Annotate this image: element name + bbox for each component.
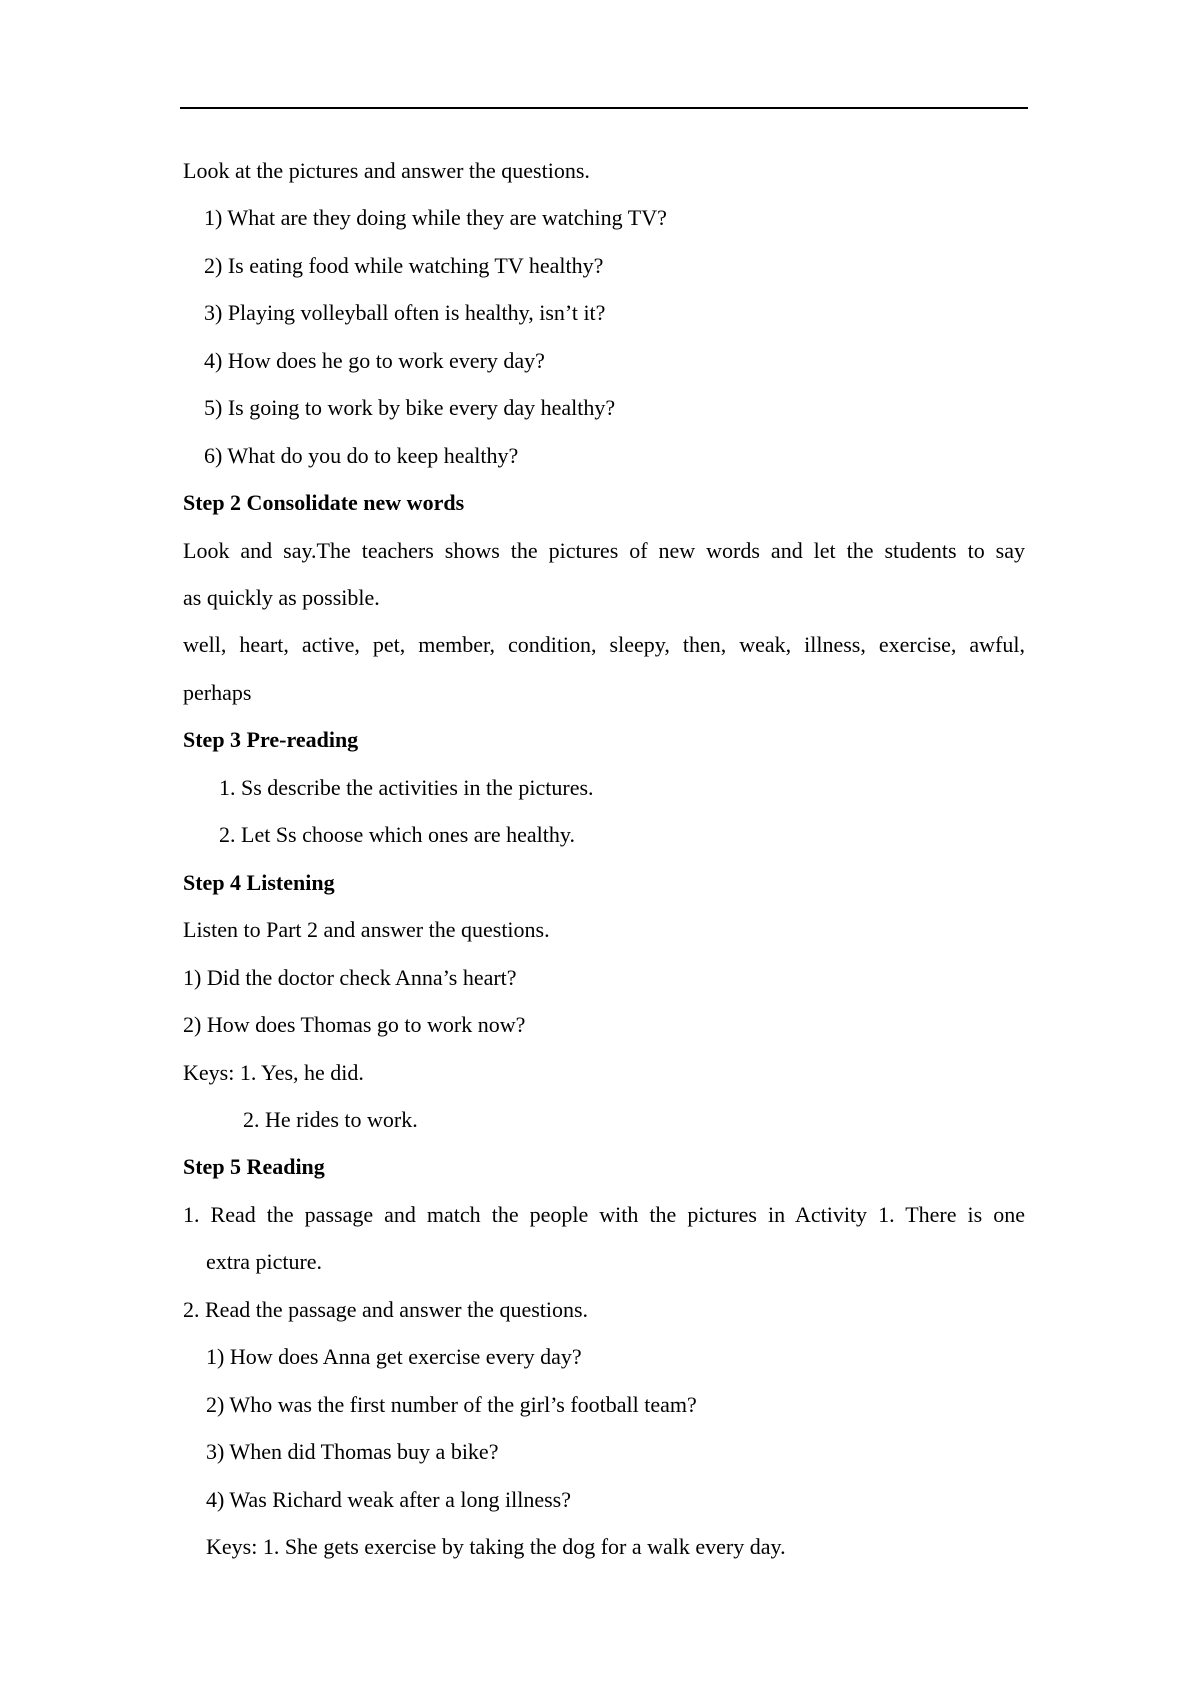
step2-words-line1: well, heart, active, pet, member, condition, sleepy, then, weak, illness, exercise, awful, — [183, 632, 1025, 657]
step3-heading: Step 3 Pre-reading — [183, 727, 359, 752]
step5-task2: 2. Read the passage and answer the questions. — [183, 1297, 589, 1322]
step4-heading: Step 4 Listening — [183, 870, 335, 895]
intro-text: Look at the pictures and answer the questions. — [183, 158, 590, 183]
step4-keys-line2: 2. He rides to work. — [243, 1107, 418, 1132]
step3-item: 2. Let Ss choose which ones are healthy. — [219, 822, 575, 847]
step5-heading: Step 5 Reading — [183, 1154, 325, 1179]
step3-item: 1. Ss describe the activities in the pictures. — [219, 775, 594, 800]
header-rule — [180, 107, 1028, 109]
step5-question: 1) How does Anna get exercise every day? — [206, 1344, 582, 1369]
step5-keys-line1: Keys: 1. She gets exercise by taking the dog for a walk every day. — [206, 1534, 786, 1559]
step2-heading: Step 2 Consolidate new words — [183, 490, 465, 515]
step1-question: 3) Playing volleyball often is healthy, isn’t it? — [204, 300, 606, 325]
step4-keys-line1: Keys: 1. Yes, he did. — [183, 1060, 364, 1085]
step5-question: 2) Who was the first number of the girl’s football team? — [206, 1392, 697, 1417]
step2-paragraph-line1: Look and say.The teachers shows the pictures of new words and let the students to say — [183, 538, 1025, 563]
step5-question: 3) When did Thomas buy a bike? — [206, 1439, 499, 1464]
step2-words-line2: perhaps — [183, 680, 252, 705]
step2-paragraph-line2: as quickly as possible. — [183, 585, 380, 610]
step1-question: 1) What are they doing while they are watching TV? — [204, 205, 667, 230]
step1-question: 2) Is eating food while watching TV healthy? — [204, 253, 604, 278]
step5-task1-line2: extra picture. — [206, 1249, 323, 1274]
step1-question: 6) What do you do to keep healthy? — [204, 443, 519, 468]
step5-task1-line1: 1. Read the passage and match the people with the pictures in Activity 1. There is one — [183, 1202, 1025, 1227]
step4-question: 1) Did the doctor check Anna’s heart? — [183, 965, 517, 990]
step4-question: 2) How does Thomas go to work now? — [183, 1012, 526, 1037]
step4-intro: Listen to Part 2 and answer the questions. — [183, 917, 550, 942]
step1-question: 4) How does he go to work every day? — [204, 348, 545, 373]
step5-question: 4) Was Richard weak after a long illness? — [206, 1487, 571, 1512]
step1-question: 5) Is going to work by bike every day healthy? — [204, 395, 616, 420]
